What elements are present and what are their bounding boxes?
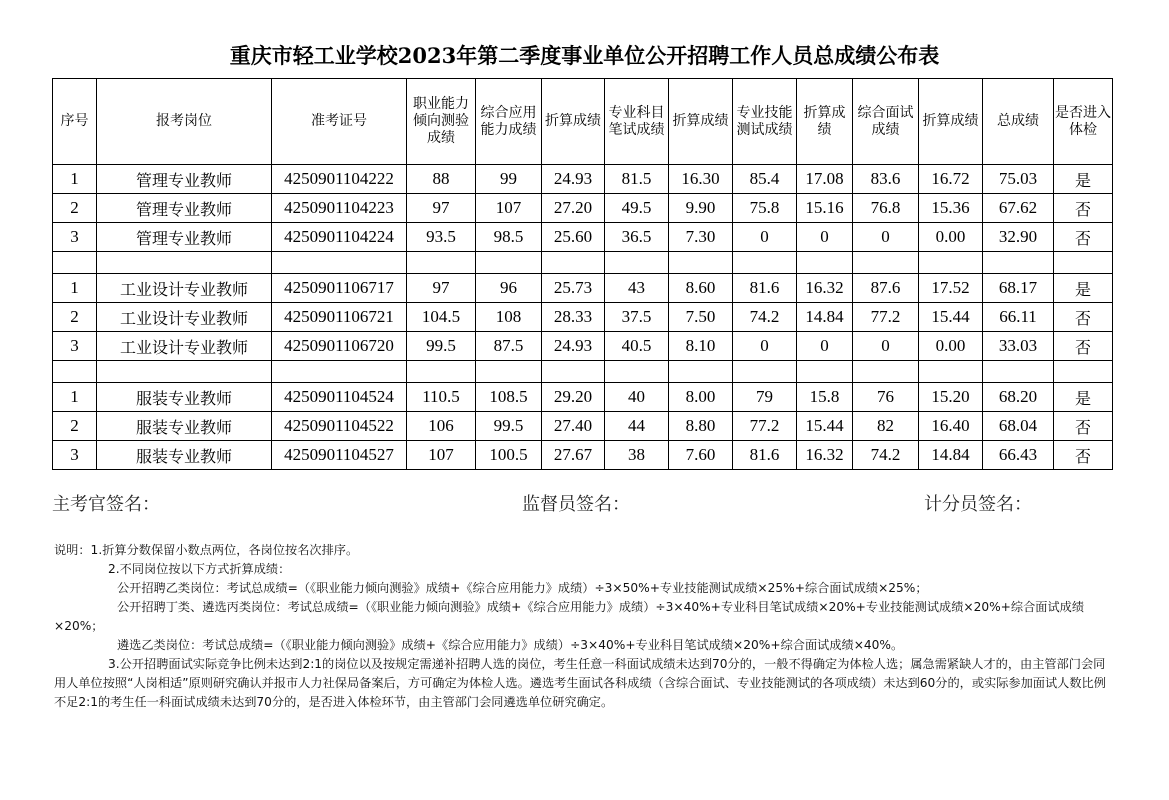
table-cell: 110.5 xyxy=(407,383,476,412)
table-cell: 0 xyxy=(733,223,797,252)
header-row xyxy=(53,79,1113,165)
table-cell: 2 xyxy=(53,412,97,441)
table-cell: 16.40 xyxy=(919,412,983,441)
table-cell: 88 xyxy=(407,165,476,194)
table-cell: 77.2 xyxy=(733,412,797,441)
table-cell: 4250901106720 xyxy=(272,332,407,361)
table-row xyxy=(53,223,1113,252)
supervisor-signature-label: 监督员签名： xyxy=(522,494,630,515)
empty-cell xyxy=(272,252,407,274)
column-header: 折算成绩 xyxy=(542,79,605,165)
table-cell: 8.60 xyxy=(669,274,733,303)
empty-cell xyxy=(407,361,476,383)
empty-cell xyxy=(919,361,983,383)
column-header: 专业科目笔试成绩 xyxy=(605,79,669,165)
table-row xyxy=(53,441,1113,470)
empty-cell xyxy=(542,361,605,383)
empty-cell xyxy=(853,252,919,274)
table-cell: 工业设计专业教师 xyxy=(97,274,272,303)
table-cell: 0 xyxy=(797,332,853,361)
table-cell: 28.33 xyxy=(542,303,605,332)
table-cell: 服装专业教师 xyxy=(97,412,272,441)
table-cell: 8.10 xyxy=(669,332,733,361)
table-cell: 否 xyxy=(1054,194,1113,223)
table-cell: 96 xyxy=(476,274,542,303)
column-header: 专业技能测试成绩 xyxy=(733,79,797,165)
table-cell: 25.73 xyxy=(542,274,605,303)
empty-cell xyxy=(97,252,272,274)
empty-cell xyxy=(542,252,605,274)
table-cell: 49.5 xyxy=(605,194,669,223)
table-cell: 76 xyxy=(853,383,919,412)
table-cell: 3 xyxy=(53,332,97,361)
table-cell: 否 xyxy=(1054,441,1113,470)
note-5: 遴选乙类岗位：考试总成绩=（《职业能力倾向测验》成绩+《综合应用能力》成绩）÷3×40%+专业科目笔试成绩×20%+综合面试成绩×40%。 xyxy=(117,638,904,652)
table-cell: 67.62 xyxy=(983,194,1054,223)
table-cell: 97 xyxy=(407,194,476,223)
column-header: 综合应用能力成绩 xyxy=(476,79,542,165)
empty-cell xyxy=(53,361,97,383)
empty-cell xyxy=(272,361,407,383)
table-cell: 工业设计专业教师 xyxy=(97,332,272,361)
scores-table xyxy=(52,78,1113,470)
table-cell: 管理专业教师 xyxy=(97,194,272,223)
table-cell: 74.2 xyxy=(853,441,919,470)
table-cell: 否 xyxy=(1054,223,1113,252)
table-cell: 管理专业教师 xyxy=(97,223,272,252)
empty-cell xyxy=(983,361,1054,383)
column-header: 折算成绩 xyxy=(919,79,983,165)
table-cell: 107 xyxy=(407,441,476,470)
empty-cell xyxy=(853,361,919,383)
empty-cell xyxy=(797,361,853,383)
empty-cell xyxy=(605,361,669,383)
table-cell: 81.6 xyxy=(733,274,797,303)
table-cell: 38 xyxy=(605,441,669,470)
table-cell: 27.40 xyxy=(542,412,605,441)
table-cell: 是 xyxy=(1054,383,1113,412)
table-cell: 服装专业教师 xyxy=(97,383,272,412)
table-cell: 14.84 xyxy=(919,441,983,470)
note-3: 公开招聘乙类岗位：考试总成绩=（《职业能力倾向测验》成绩+《综合应用能力》成绩）÷3×50%+专业技能测试成绩×25%+综合面试成绩×25%； xyxy=(117,581,928,595)
column-header: 折算成绩 xyxy=(669,79,733,165)
table-cell: 否 xyxy=(1054,303,1113,332)
table-cell: 0 xyxy=(733,332,797,361)
table-cell: 4250901104223 xyxy=(272,194,407,223)
table-row xyxy=(53,412,1113,441)
column-header: 序号 xyxy=(53,79,97,165)
table-cell: 7.30 xyxy=(669,223,733,252)
table-cell: 1 xyxy=(53,274,97,303)
empty-cell xyxy=(53,252,97,274)
table-cell: 83.6 xyxy=(853,165,919,194)
table-cell: 93.5 xyxy=(407,223,476,252)
column-header: 总成绩 xyxy=(983,79,1054,165)
scorer-signature-label: 计分员签名： xyxy=(924,494,1032,515)
table-cell: 0.00 xyxy=(919,223,983,252)
table-cell: 9.90 xyxy=(669,194,733,223)
empty-cell xyxy=(476,252,542,274)
empty-cell xyxy=(919,252,983,274)
table-row xyxy=(53,332,1113,361)
table-cell: 79 xyxy=(733,383,797,412)
column-header: 准考证号 xyxy=(272,79,407,165)
empty-cell xyxy=(1054,361,1113,383)
empty-cell xyxy=(1054,252,1113,274)
table-cell: 27.20 xyxy=(542,194,605,223)
group-separator-row xyxy=(53,252,1113,274)
table-cell: 2 xyxy=(53,303,97,332)
table-cell: 66.11 xyxy=(983,303,1054,332)
table-cell: 管理专业教师 xyxy=(97,165,272,194)
table-cell: 44 xyxy=(605,412,669,441)
table-cell: 24.93 xyxy=(542,332,605,361)
empty-cell xyxy=(669,252,733,274)
table-cell: 75.8 xyxy=(733,194,797,223)
table-cell: 1 xyxy=(53,165,97,194)
notes-section xyxy=(54,541,1114,712)
table-cell: 40.5 xyxy=(605,332,669,361)
table-cell: 75.03 xyxy=(983,165,1054,194)
table-cell: 2 xyxy=(53,194,97,223)
table-cell: 68.04 xyxy=(983,412,1054,441)
table-cell: 27.67 xyxy=(542,441,605,470)
table-cell: 68.20 xyxy=(983,383,1054,412)
table-cell: 15.16 xyxy=(797,194,853,223)
table-row xyxy=(53,165,1113,194)
note-1: 说明：1.折算分数保留小数点两位，各岗位按名次排序。 xyxy=(54,543,359,557)
table-row xyxy=(53,194,1113,223)
table-cell: 16.30 xyxy=(669,165,733,194)
table-cell: 15.44 xyxy=(919,303,983,332)
table-cell: 7.50 xyxy=(669,303,733,332)
table-cell: 108.5 xyxy=(476,383,542,412)
table-cell: 29.20 xyxy=(542,383,605,412)
table-cell: 17.08 xyxy=(797,165,853,194)
table-cell: 76.8 xyxy=(853,194,919,223)
table-cell: 0 xyxy=(853,332,919,361)
table-cell: 15.8 xyxy=(797,383,853,412)
table-cell: 104.5 xyxy=(407,303,476,332)
table-cell: 0.00 xyxy=(919,332,983,361)
table-cell: 4250901104222 xyxy=(272,165,407,194)
table-cell: 16.72 xyxy=(919,165,983,194)
signature-line xyxy=(52,490,1112,516)
table-cell: 8.80 xyxy=(669,412,733,441)
empty-cell xyxy=(407,252,476,274)
table-cell: 100.5 xyxy=(476,441,542,470)
table-cell: 66.43 xyxy=(983,441,1054,470)
note-6: 3.公开招聘面试实际竞争比例未达到2:1的岗位以及按规定需递补招聘人选的岗位，考生任意一科面试成绩未达到70分的，一般不得确定为体检人选；属急需紧缺人才的，由主管部门会同用人单位按照“人岗相适”原则研究确认并报市人力社保局备案后，方可确定为体检人选。遴选考生面试各科成绩（含综合面试、专业技能测试的各项成绩）未达到60分的，或实际参加面试人数比例不足2:1的考生任一科面试成绩未达到70分的，是否进入体检环节，由主管部门会同遴选单位研究确定。 xyxy=(54,657,1106,709)
table-cell: 14.84 xyxy=(797,303,853,332)
empty-cell xyxy=(669,361,733,383)
empty-cell xyxy=(476,361,542,383)
examiner-signature-label: 主考官签名： xyxy=(52,494,160,515)
empty-cell xyxy=(97,361,272,383)
table-cell: 99.5 xyxy=(476,412,542,441)
table-cell: 33.03 xyxy=(983,332,1054,361)
table-row xyxy=(53,303,1113,332)
table-cell: 工业设计专业教师 xyxy=(97,303,272,332)
table-cell: 99 xyxy=(476,165,542,194)
table-cell: 99.5 xyxy=(407,332,476,361)
table-cell: 106 xyxy=(407,412,476,441)
table-cell: 74.2 xyxy=(733,303,797,332)
table-cell: 98.5 xyxy=(476,223,542,252)
table-cell: 107 xyxy=(476,194,542,223)
table-row xyxy=(53,383,1113,412)
table-cell: 4250901106721 xyxy=(272,303,407,332)
table-cell: 4250901104527 xyxy=(272,441,407,470)
table-cell: 81.5 xyxy=(605,165,669,194)
table-cell: 4250901106717 xyxy=(272,274,407,303)
table-cell: 15.20 xyxy=(919,383,983,412)
table-cell: 4250901104522 xyxy=(272,412,407,441)
table-cell: 7.60 xyxy=(669,441,733,470)
table-cell: 4250901104224 xyxy=(272,223,407,252)
column-header: 报考岗位 xyxy=(97,79,272,165)
table-cell: 15.44 xyxy=(797,412,853,441)
table-cell: 81.6 xyxy=(733,441,797,470)
empty-cell xyxy=(733,252,797,274)
empty-cell xyxy=(605,252,669,274)
table-cell: 24.93 xyxy=(542,165,605,194)
note-2: 2.不同岗位按以下方式折算成绩： xyxy=(108,562,291,576)
column-header: 职业能力倾向测验成绩 xyxy=(407,79,476,165)
table-cell: 68.17 xyxy=(983,274,1054,303)
table-cell: 77.2 xyxy=(853,303,919,332)
column-header: 是否进入体检 xyxy=(1054,79,1113,165)
table-cell: 服装专业教师 xyxy=(97,441,272,470)
table-cell: 是 xyxy=(1054,165,1113,194)
page-title: 重庆市轻工业学校2023年第二季度事业单位公开招聘工作人员总成绩公布表 xyxy=(229,43,940,68)
empty-cell xyxy=(797,252,853,274)
table-cell: 97 xyxy=(407,274,476,303)
table-cell: 87.6 xyxy=(853,274,919,303)
table-cell: 16.32 xyxy=(797,274,853,303)
table-cell: 3 xyxy=(53,441,97,470)
table-cell: 40 xyxy=(605,383,669,412)
column-header: 综合面试成绩 xyxy=(853,79,919,165)
table-cell: 否 xyxy=(1054,412,1113,441)
table-cell: 36.5 xyxy=(605,223,669,252)
table-row xyxy=(53,274,1113,303)
table-cell: 是 xyxy=(1054,274,1113,303)
table-cell: 否 xyxy=(1054,332,1113,361)
table-cell: 16.32 xyxy=(797,441,853,470)
table-cell: 87.5 xyxy=(476,332,542,361)
column-header: 折算成绩 xyxy=(797,79,853,165)
table-body xyxy=(53,165,1113,470)
table-cell: 15.36 xyxy=(919,194,983,223)
table-cell: 1 xyxy=(53,383,97,412)
table-cell: 17.52 xyxy=(919,274,983,303)
table-cell: 85.4 xyxy=(733,165,797,194)
empty-cell xyxy=(983,252,1054,274)
group-separator-row xyxy=(53,361,1113,383)
table-cell: 32.90 xyxy=(983,223,1054,252)
table-cell: 82 xyxy=(853,412,919,441)
table-cell: 108 xyxy=(476,303,542,332)
note-4: 公开招聘丁类、遴选丙类岗位：考试总成绩=（《职业能力倾向测验》成绩+《综合应用能力》成绩）÷3×40%+专业科目笔试成绩×20%+专业技能测试成绩×20%+综合面试成绩×20%； xyxy=(54,600,1085,633)
table-cell: 8.00 xyxy=(669,383,733,412)
table-cell: 3 xyxy=(53,223,97,252)
empty-cell xyxy=(733,361,797,383)
table-cell: 25.60 xyxy=(542,223,605,252)
table-cell: 37.5 xyxy=(605,303,669,332)
table-cell: 4250901104524 xyxy=(272,383,407,412)
table-cell: 43 xyxy=(605,274,669,303)
table-cell: 0 xyxy=(797,223,853,252)
table-cell: 0 xyxy=(853,223,919,252)
